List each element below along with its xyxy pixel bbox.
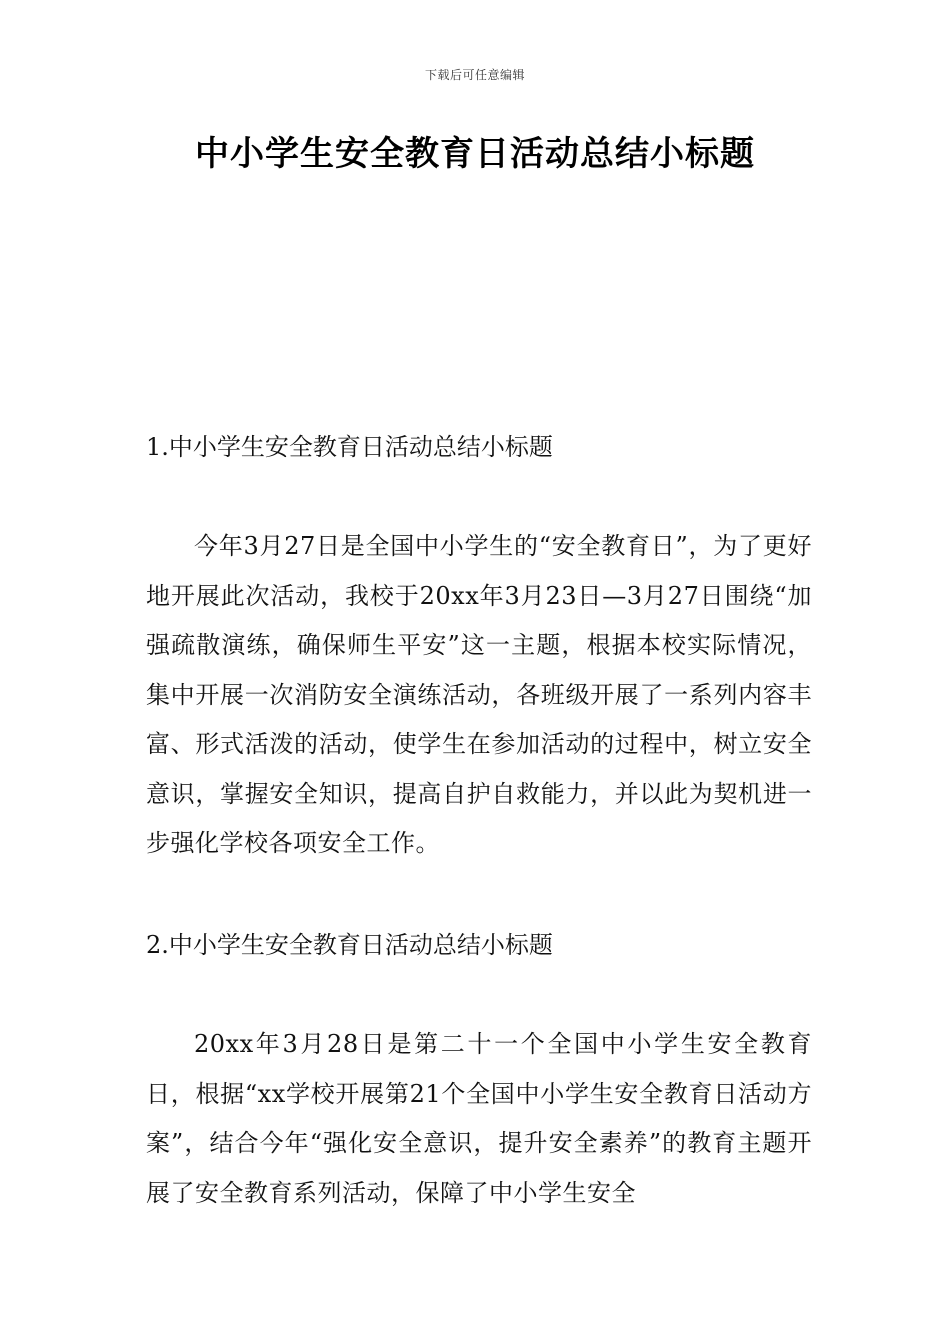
section-paragraph: 20xx年3月28日是第二十一个全国中小学生安全教育日，根据“xx学校开展第21个全国中小学生安全教育日活动方案”，结合今年“强化安全意识，提升安全素养”的教育主题开展了安全教育系列活动，保障了中小学生安全 xyxy=(146,1030,812,1207)
document-title: 中小学生安全教育日活动总结小标题 xyxy=(195,134,755,174)
section-paragraph: 今年3月27日是全国中小学生的“安全教育日”，为了更好地开展此次活动，我校于20xx年3月23日—3月27日围绕“加强疏散演练，确保师生平安”这一主题，根据本校实际情况，集中开展一次消防安全演练活动，各班级开展了一系列内容丰富、形式活泼的活动，使学生在参加活动的过程中，树立安全意识，掌握安全知识，提高自护自救能力，并以此为契机进一步强化学校各项安全工作。 xyxy=(146,532,812,857)
section-heading: 2.中小学生安全教育日活动总结小标题 xyxy=(146,931,553,959)
header-note: 下载后可任意编辑 xyxy=(424,68,525,82)
section-heading: 1.中小学生安全教育日活动总结小标题 xyxy=(146,433,553,461)
